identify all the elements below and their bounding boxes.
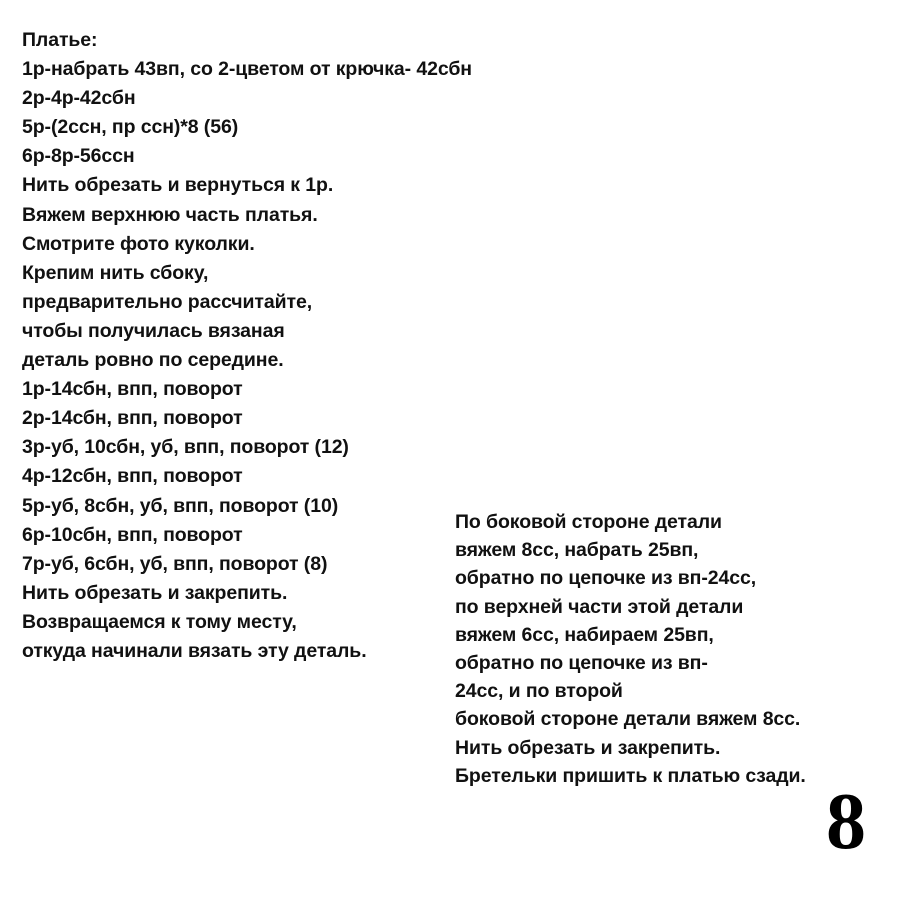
- text-line: откуда начинали вязать эту деталь.: [22, 639, 367, 662]
- text-line: по верхней части этой детали: [455, 595, 744, 618]
- text-line: Вяжем верхнюю часть платья.: [22, 203, 318, 226]
- text-line: 1р-14сбн, впп, поворот: [22, 378, 243, 401]
- text-line: Нить обрезать и закрепить.: [22, 581, 288, 604]
- text-line: боковой стороне детали вяжем 8сс.: [455, 708, 801, 731]
- text-line: Возвращаемся к тому месту,: [22, 610, 297, 633]
- text-line: обратно по цепочке из вп-: [455, 652, 708, 675]
- text-line: 7р-уб, 6сбн, уб, впп, поворот (8): [22, 552, 328, 575]
- text-line: 6р-10сбн, впп, поворот: [22, 523, 243, 546]
- text-line: вяжем 8сс, набрать 25вп,: [455, 539, 699, 562]
- text-line: вяжем 6сс, набираем 25вп,: [455, 623, 714, 646]
- text-line: Крепим нить сбоку,: [22, 261, 209, 284]
- text-line: 3р-уб, 10сбн, уб, впп, поворот (12): [22, 436, 349, 459]
- text-line: чтобы получилась вязаная: [22, 319, 285, 342]
- text-line: 5р-(2ссн, пр ссн)*8 (56): [22, 116, 239, 139]
- text-line: 5р-уб, 8сбн, уб, впп, поворот (10): [22, 494, 339, 517]
- text-line: Смотрите фото куколки.: [22, 232, 255, 255]
- text-line: Нить обрезать и вернуться к 1р.: [22, 174, 334, 197]
- text-line: обратно по цепочке из вп-24сс,: [455, 567, 757, 590]
- text-line: 2р-14сбн, впп, поворот: [22, 407, 243, 430]
- text-line: 6р-8р-56ссн: [22, 145, 135, 168]
- text-line: Нить обрезать и закрепить.: [455, 736, 721, 759]
- text-line-heading: Платье:: [22, 29, 98, 51]
- text-line: деталь ровно по середине.: [22, 349, 284, 372]
- text-line: 4р-12сбн, впп, поворот: [22, 465, 243, 488]
- text-line: По боковой стороне детали: [455, 511, 722, 533]
- left-column: [22, 26, 472, 666]
- text-line: предварительно рассчитайте,: [22, 290, 313, 313]
- page-number: 8: [826, 778, 866, 866]
- text-line: 2р-4р-42сбн: [22, 87, 136, 110]
- right-column: [455, 508, 885, 790]
- text-line: 24сс, и по второй: [455, 680, 623, 703]
- text-line: 1р-набрать 43вп, со 2-цветом от крючка- 42сбн: [22, 58, 472, 81]
- text-line: Бретельки пришить к платью сзади.: [455, 764, 806, 787]
